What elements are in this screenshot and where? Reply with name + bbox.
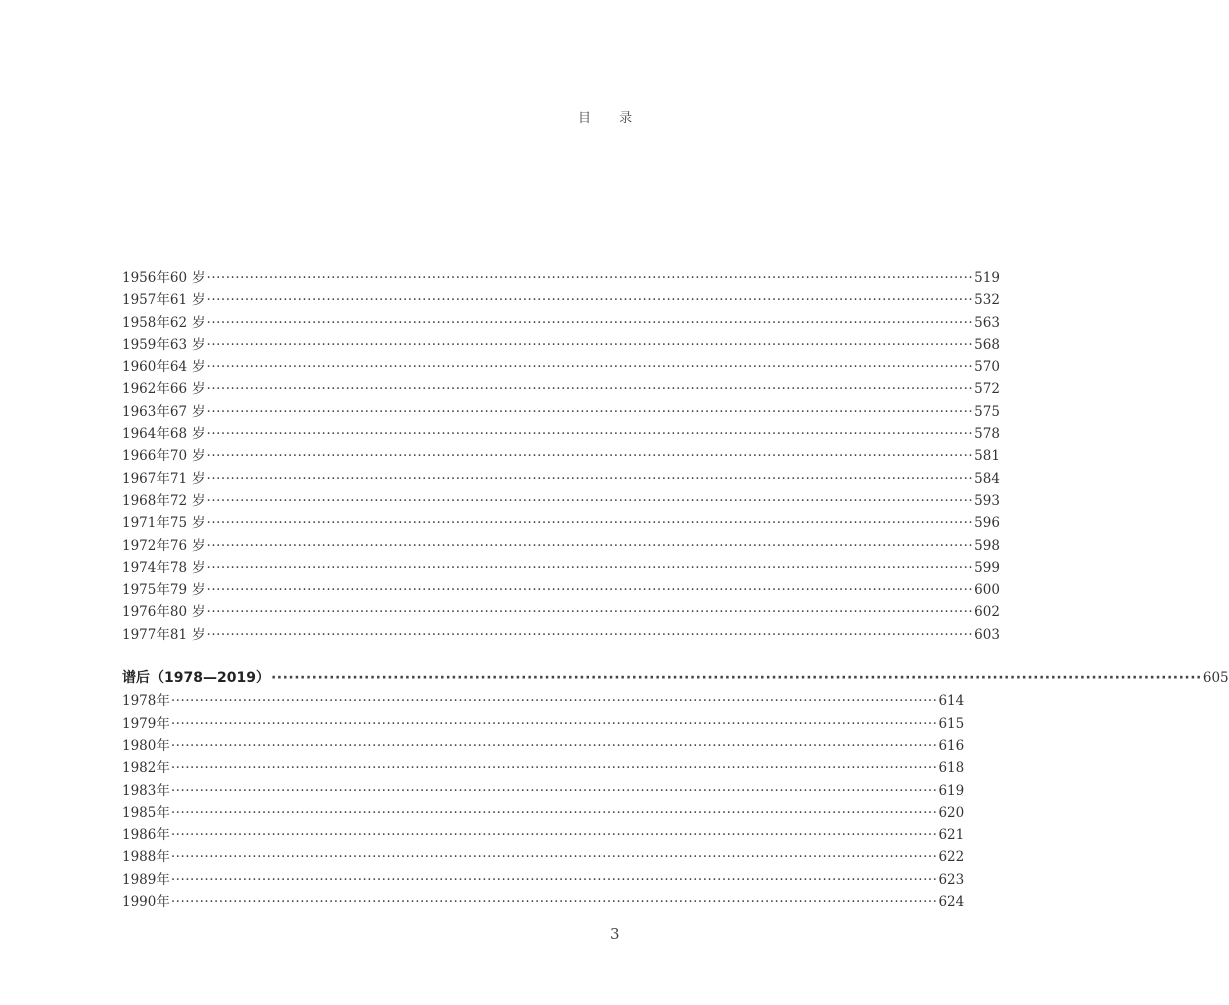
- entry-year: 1986: [122, 827, 157, 844]
- dot-leader: ································································································································································: [206, 492, 974, 509]
- entry-page-number: 624: [938, 894, 965, 911]
- dot-leader: ································································································································································: [206, 270, 974, 286]
- entry-year: 1990: [122, 894, 157, 911]
- entry-page-number: 621: [938, 827, 965, 844]
- toc-entry[interactable]: [122, 511, 1000, 533]
- entry-page-number: 519: [974, 270, 1000, 286]
- entry-year: 1956: [122, 270, 157, 286]
- dot-leader: ································································································································································: [170, 871, 938, 888]
- entry-sui-label: 岁: [192, 626, 206, 643]
- entry-nian-label: 年: [156, 470, 170, 487]
- toc-entry[interactable]: [122, 689, 965, 711]
- entry-nian-label: 年: [156, 582, 170, 599]
- toc-entry[interactable]: [122, 489, 1000, 511]
- entry-page-number: 572: [974, 381, 1000, 398]
- entry-sui-label: 岁: [192, 426, 206, 443]
- entry-page-number: 584: [974, 470, 1000, 487]
- entry-nian-label: 年: [156, 515, 170, 532]
- entry-year: 1964: [122, 426, 157, 443]
- entry-sui-label: 岁: [192, 515, 206, 532]
- toc-entry[interactable]: [122, 422, 1000, 444]
- entry-year: 1976: [122, 604, 157, 621]
- entry-page-number: 614: [938, 693, 965, 710]
- entry-year: 1978: [122, 693, 157, 710]
- entry-age: 79: [169, 582, 188, 599]
- toc-entry[interactable]: [122, 712, 965, 734]
- entry-nian-label: 年: [156, 871, 170, 888]
- entry-page-number: 599: [974, 559, 1000, 576]
- entry-nian-label: 年: [156, 537, 170, 554]
- entry-age: 81: [169, 626, 188, 643]
- entry-page-number: 622: [938, 849, 965, 866]
- dot-leader: ································································································································································: [206, 559, 974, 576]
- entry-page-number: 581: [974, 448, 1000, 465]
- toc-entries: [122, 266, 1000, 645]
- entry-page-number: 575: [974, 403, 1000, 420]
- entry-age: 78: [169, 559, 188, 576]
- toc-entry[interactable]: [122, 845, 965, 867]
- dot-leader: ································································································································································: [170, 760, 938, 777]
- entry-page-number: 563: [974, 314, 1000, 331]
- entry-nian-label: 年: [156, 737, 170, 754]
- toc-entry[interactable]: [122, 288, 1000, 310]
- toc-entry[interactable]: [122, 578, 1000, 600]
- entry-page-number: 532: [974, 292, 1000, 309]
- entry-page-number: 598: [974, 537, 1000, 554]
- entry-nian-label: 年: [156, 804, 170, 821]
- toc-section-entries: [122, 689, 965, 912]
- entry-age: 76: [169, 537, 188, 554]
- dot-leader: ································································································································································: [206, 470, 974, 487]
- entry-nian-label: 年: [156, 314, 170, 331]
- entry-sui-label: 岁: [192, 336, 206, 353]
- toc-entry[interactable]: [122, 823, 965, 845]
- toc-entry[interactable]: [122, 266, 1000, 288]
- entry-page-number: 620: [938, 804, 965, 821]
- dot-leader: ································································································································································: [206, 537, 974, 554]
- dot-leader: ································································································································································: [206, 381, 974, 398]
- dot-leader: ································································································································································: [206, 314, 974, 331]
- section-gap: [122, 645, 616, 667]
- entry-nian-label: 年: [156, 760, 170, 777]
- entry-page-number: 618: [938, 760, 965, 777]
- toc-entry[interactable]: [122, 400, 1000, 422]
- entry-page-number: 615: [938, 715, 965, 732]
- toc-section-heading[interactable]: [122, 667, 1229, 689]
- toc-entry[interactable]: [122, 801, 965, 823]
- dot-leader: ································································································································································: [206, 448, 974, 465]
- entry-year: 1977: [122, 626, 157, 643]
- entry-page-number: 568: [974, 336, 1000, 353]
- dot-leader: ································································································································································: [206, 403, 974, 420]
- entry-nian-label: 年: [156, 426, 170, 443]
- entry-age: 71: [169, 470, 188, 487]
- entry-sui-label: 岁: [192, 292, 206, 309]
- entry-year: 1957: [122, 292, 157, 309]
- entry-page-number: 593: [974, 492, 1000, 509]
- entry-year: 1963: [122, 403, 157, 420]
- toc-entry[interactable]: [122, 779, 965, 801]
- entry-sui-label: 岁: [192, 559, 206, 576]
- entry-nian-label: 年: [156, 492, 170, 509]
- dot-leader: ································································································································································: [170, 737, 938, 754]
- dot-leader: ································································································································································: [206, 604, 974, 621]
- entry-sui-label: 岁: [192, 314, 206, 331]
- toc-list: [122, 266, 1229, 912]
- entry-nian-label: 年: [156, 448, 170, 465]
- dot-leader: ································································································································································: [206, 426, 974, 443]
- entry-age: 68: [169, 426, 188, 443]
- entry-sui-label: 岁: [192, 270, 206, 286]
- entry-sui-label: 岁: [192, 604, 206, 621]
- running-head: 目 录: [578, 111, 645, 126]
- toc-entry[interactable]: [122, 444, 1000, 466]
- entry-year: 1980: [122, 737, 157, 754]
- entry-year: 1988: [122, 849, 157, 866]
- dot-leader: ································································································································································: [206, 515, 974, 532]
- entry-nian-label: 年: [156, 604, 170, 621]
- dot-leader: ································································································································································: [206, 582, 974, 599]
- entry-age: 64: [169, 359, 188, 376]
- entry-year: 1979: [122, 715, 157, 732]
- section-title: 谱后（1978—2019）: [122, 670, 270, 687]
- entry-page-number: 616: [938, 737, 965, 754]
- dot-leader: ································································································································································: [170, 693, 938, 710]
- toc-entry[interactable]: [122, 756, 965, 778]
- entry-age: 70: [169, 448, 188, 465]
- toc-entry[interactable]: [122, 556, 1000, 578]
- toc-entry[interactable]: [122, 311, 1000, 333]
- entry-nian-label: 年: [156, 782, 170, 799]
- entry-age: 62: [169, 314, 188, 331]
- entry-year: 1962: [122, 381, 157, 398]
- entry-sui-label: 岁: [192, 582, 206, 599]
- dot-leader: ································································································································································: [270, 670, 1202, 687]
- entry-nian-label: 年: [156, 403, 170, 420]
- entry-age: 63: [169, 336, 188, 353]
- entry-nian-label: 年: [156, 359, 170, 376]
- toc-entry[interactable]: [122, 355, 1000, 377]
- toc-entry[interactable]: [122, 534, 1000, 556]
- entry-nian-label: 年: [156, 849, 170, 866]
- entry-year: 1989: [122, 871, 157, 888]
- entry-year: 1982: [122, 760, 157, 777]
- entry-year: 1975: [122, 582, 157, 599]
- entry-page-number: 619: [938, 782, 965, 799]
- entry-sui-label: 岁: [192, 448, 206, 465]
- toc-entry[interactable]: [122, 734, 965, 756]
- entry-year: 1960: [122, 359, 157, 376]
- entry-year: 1985: [122, 804, 157, 821]
- entry-nian-label: 年: [156, 559, 170, 576]
- entry-nian-label: 年: [156, 693, 170, 710]
- entry-year: 1974: [122, 559, 157, 576]
- dot-leader: ································································································································································: [170, 894, 938, 911]
- entry-nian-label: 年: [156, 626, 170, 643]
- entry-page-number: 600: [974, 582, 1000, 599]
- entry-nian-label: 年: [156, 336, 170, 353]
- toc-entry[interactable]: [122, 467, 1000, 489]
- entry-sui-label: 岁: [192, 359, 206, 376]
- entry-sui-label: 岁: [192, 403, 206, 420]
- entry-age: 67: [169, 403, 188, 420]
- entry-page-number: 603: [974, 626, 1000, 643]
- entry-page-number: 578: [974, 426, 1000, 443]
- dot-leader: ································································································································································: [206, 336, 974, 353]
- entry-year: 1967: [122, 470, 157, 487]
- toc-entry[interactable]: [122, 623, 1000, 645]
- entry-page-number: 602: [974, 604, 1000, 621]
- entry-sui-label: 岁: [192, 381, 206, 398]
- dot-leader: ································································································································································: [170, 782, 938, 799]
- entry-year: 1983: [122, 782, 157, 799]
- entry-nian-label: 年: [156, 381, 170, 398]
- dot-leader: ································································································································································: [170, 849, 938, 866]
- entry-age: 72: [169, 492, 188, 509]
- entry-year: 1966: [122, 448, 157, 465]
- toc-entry[interactable]: [122, 377, 1000, 399]
- toc-entry[interactable]: [122, 333, 1000, 355]
- entry-nian-label: 年: [156, 827, 170, 844]
- entry-year: 1958: [122, 314, 157, 331]
- dot-leader: ································································································································································: [206, 359, 974, 376]
- entry-nian-label: 年: [156, 292, 170, 309]
- entry-age: 66: [169, 381, 188, 398]
- entry-age: 75: [169, 515, 188, 532]
- entry-age: 80: [169, 604, 188, 621]
- dot-leader: ································································································································································: [206, 626, 974, 643]
- entry-age: 60: [169, 270, 188, 286]
- entry-page-number: 570: [974, 359, 1000, 376]
- entry-year: 1971: [122, 515, 157, 532]
- entry-page-number: 623: [938, 871, 965, 888]
- entry-year: 1972: [122, 537, 157, 554]
- dot-leader: ································································································································································: [206, 292, 974, 309]
- toc-entry[interactable]: [122, 868, 965, 890]
- entry-sui-label: 岁: [192, 537, 206, 554]
- entry-year: 1968: [122, 492, 157, 509]
- entry-page-number: 596: [974, 515, 1000, 532]
- entry-age: 61: [169, 292, 188, 309]
- dot-leader: ································································································································································: [170, 827, 938, 844]
- entry-sui-label: 岁: [192, 470, 206, 487]
- dot-leader: ································································································································································: [170, 715, 938, 732]
- section-page-number: 605: [1202, 670, 1229, 687]
- entry-year: 1959: [122, 336, 157, 353]
- toc-entry[interactable]: [122, 600, 1000, 622]
- dot-leader: ································································································································································: [170, 804, 938, 821]
- page-folio: 3: [610, 925, 620, 943]
- entry-sui-label: 岁: [192, 492, 206, 509]
- entry-nian-label: 年: [156, 715, 170, 732]
- toc-entry[interactable]: [122, 890, 965, 912]
- entry-nian-label: 年: [156, 894, 170, 911]
- entry-nian-label: 年: [156, 270, 170, 286]
